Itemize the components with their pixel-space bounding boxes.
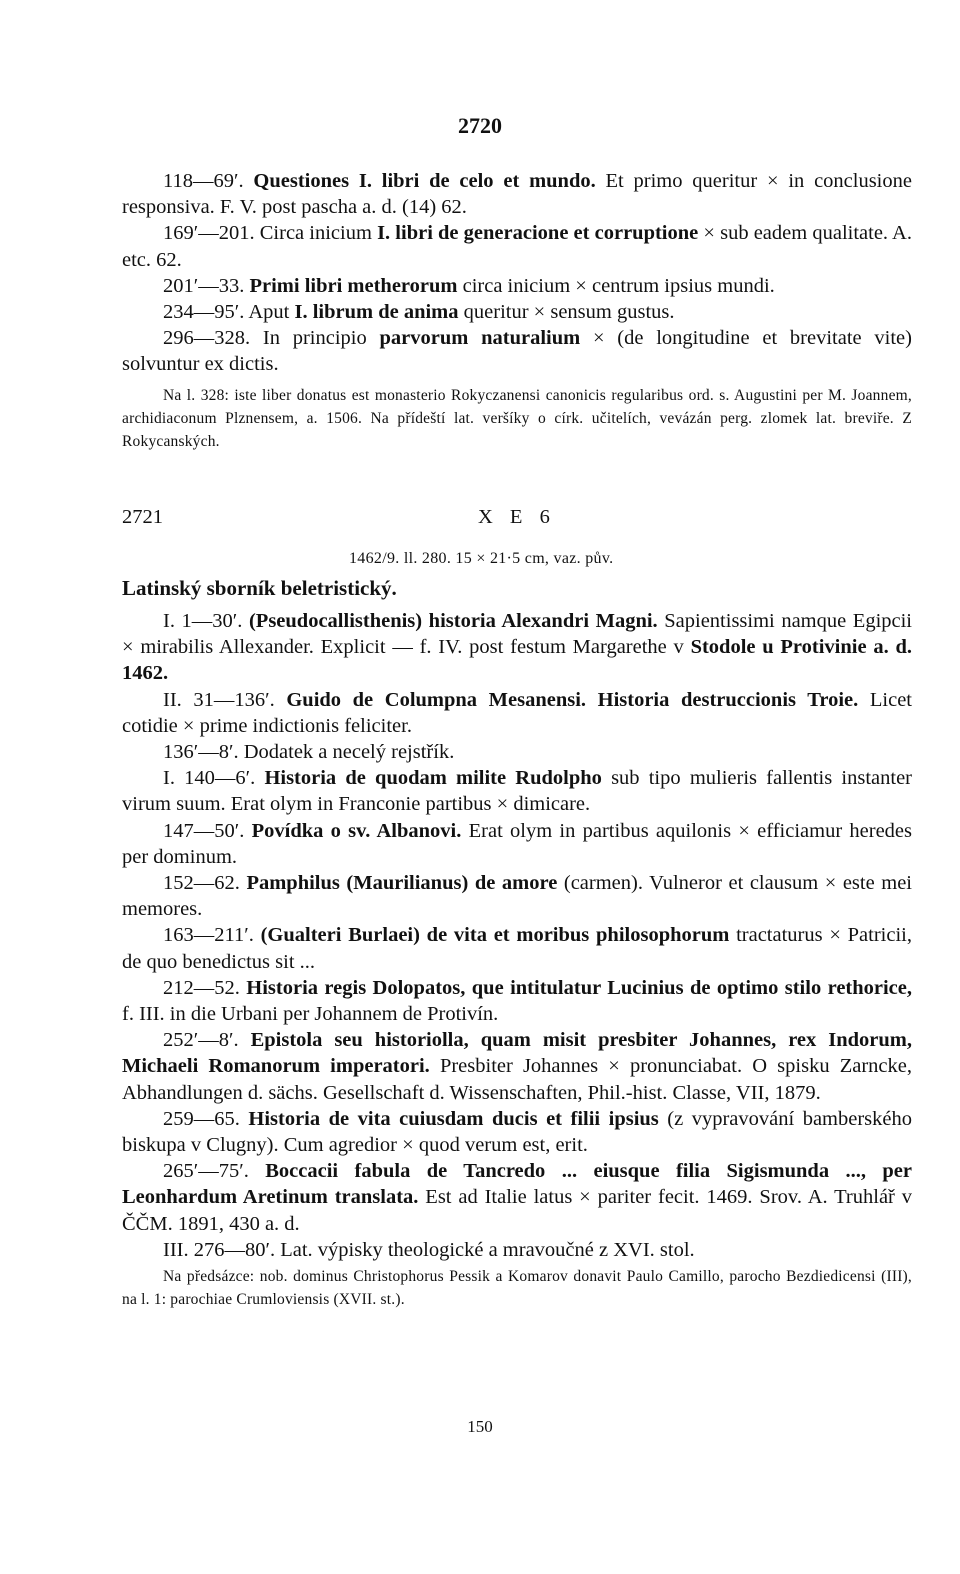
physical-description: 1462/9. ll. 280. 15 × 21·5 cm, vaz. pův.: [349, 550, 614, 567]
item-title-text: Historia regis Dolopatos, que intitulatur Lucinius de optimo stilo rethorice,: [246, 976, 913, 999]
page-number: 2720: [458, 113, 502, 138]
item-text: f. III. in die Urbani per Johannem de Protivín.: [122, 1003, 499, 1026]
item-text: 234—95′. Aput: [163, 301, 295, 324]
entry-2720-note: Na l. 328: iste liber donatus est monasterio Rokyczanensi canonicis regularibus ord. s. Augustini per M. Joannem, archidiaconum Plznensem, a. 1506. Na přídeští lat. veršíky o círk. učitelích, vevázán perg. zlomek lat. breviře. Z Rokycanských.: [122, 386, 912, 450]
item-text: (z vypravování bamberského biskupa v Clugny). Cum agredior × quod verum est, erit.: [122, 1107, 912, 1157]
catalog-item: [122, 818, 912, 870]
catalog-item: [122, 1158, 912, 1237]
catalog-item: [122, 273, 912, 299]
catalog-item: [122, 220, 912, 272]
item-text: Et primo queritur × in conclusione responsiva. F. V. post pascha a. d. (14) 62.: [122, 170, 912, 219]
item-title-text: Primi libri metherorum: [249, 274, 458, 297]
entry-2720-items: [122, 168, 912, 378]
entry-2721-items: [122, 608, 912, 1263]
item-text: sub tipo mulieris fallentis instanter virum suum. Erat olym in Franconie partibus × dimicare.: [122, 767, 912, 816]
item-text: 152—62.: [163, 872, 247, 895]
item-text: II. 31—136′.: [163, 688, 287, 711]
item-title-text: Boccacii fabula de Tancredo ... eiusque filia Sigismunda ..., per Leonhardum Aretinum translata.: [122, 1160, 912, 1209]
item-title-text: (Pseudocallisthenis) historia Alexandri Magni.: [248, 610, 658, 632]
catalog-item: [122, 870, 912, 922]
entry-2721-contents: [122, 608, 912, 1311]
item-text: 212—52.: [163, 976, 247, 999]
catalog-item: [122, 739, 912, 765]
item-text: Est ad Italie latus × pariter fecit. 1469. Srov. A. Truhlář v ČČM. 1891, 430 a. d.: [122, 1186, 913, 1235]
item-title-text: Questiones I. libri de celo et mundo.: [253, 170, 596, 192]
item-text: 201′—33.: [163, 274, 250, 297]
item-text: 265′—75′.: [163, 1160, 266, 1183]
item-text: 169′—201. Circa inicium: [163, 222, 378, 245]
item-title-text: Stodole u Protivinie a. d. 1462.: [122, 636, 913, 685]
item-text: 163—211′.: [163, 924, 261, 947]
item-title-text: I. libri de generacione et corruptione: [377, 222, 699, 245]
entry-number: 2721: [122, 506, 163, 528]
entry-2721-note: Na předsázce: nob. dominus Christophorus Pessik a Komarov donavit Paulo Camillo, parocho Bezdiedicensi (III), na l. 1: parochiae Crumloviensis (XVII. st.).: [122, 1268, 912, 1309]
item-title-text: Historia de quodam milite Rudolpho: [264, 767, 602, 790]
catalog-item: [122, 299, 912, 325]
item-text: Presbiter Johannes × pronunciabat. O spisku Zarncke, Abhandlungen d. sächs. Gesellschaft d. Wissenschaften, Phil.-hist. Classe, VII, 1879.: [122, 1055, 912, 1104]
item-title-text: I. librum de anima: [294, 301, 459, 324]
item-title-text: parvorum naturalium: [379, 327, 581, 350]
item-text: 118—69′.: [163, 170, 254, 192]
item-title-text: Pamphilus (Maurilianus) de amore: [246, 872, 558, 895]
catalog-item: [122, 608, 912, 687]
item-text: 259—65.: [163, 1107, 249, 1130]
item-text: 147—50′.: [163, 819, 252, 842]
entry-title: Latinský sborník beletristický.: [122, 576, 397, 600]
item-text: I. 1—30′.: [163, 610, 249, 632]
catalog-item: [122, 687, 912, 739]
entry-2720-continuation: [122, 168, 912, 453]
item-title-text: Guido de Columpna Mesanensi. Historia destruccionis Troie.: [286, 688, 859, 711]
item-title-text: Povídka o sv. Albanovi.: [251, 819, 462, 842]
catalog-item: [122, 1027, 912, 1106]
item-text: Erat olym in partibus aquilonis × efficiamur heredes per dominum.: [122, 819, 913, 868]
catalog-item: [122, 168, 912, 220]
item-text: 136′—8′. Dodatek a necelý rejstřík.: [163, 741, 455, 764]
item-text: queritur × sensum gustus.: [458, 301, 675, 324]
item-text: Sapientissimi namque Egipcii × mirabilis Allexander. Explicit — f. IV. post festum Margarethe v: [122, 610, 913, 659]
item-text: 296—328. In principio: [163, 327, 380, 350]
entry-header: [122, 506, 912, 536]
item-title-text: Historia de vita cuiusdam ducis et filii ipsius: [248, 1107, 659, 1130]
catalog-item: [122, 922, 912, 974]
catalog-item: [122, 765, 912, 817]
item-text: I. 140—6′.: [163, 767, 265, 790]
item-title-text: Epistola seu historiolla, quam misit presbiter Johannes, rex Indorum, Michaeli Romanorum imperatori.: [122, 1029, 912, 1078]
item-text: 252′—8′.: [163, 1029, 251, 1052]
item-text: circa inicium × centrum ipsius mundi.: [457, 274, 775, 297]
folio-number: 150: [467, 1417, 493, 1436]
item-text: (carmen). Vulneror et clausum × este mei memores.: [122, 872, 913, 921]
item-text: Licet cotidie × prime indictionis feliciter.: [122, 688, 912, 737]
item-text: III. 276—80′. Lat. výpisky theologické a mravoučné z XVI. stol.: [163, 1238, 695, 1261]
catalog-item: [122, 1106, 912, 1158]
catalog-item: [122, 1237, 912, 1263]
item-text: tractaturus × Patricii, de quo benedictus sit ...: [122, 924, 912, 973]
item-text: × (de longitudine et brevitate vite) solvuntur ex dictis.: [122, 327, 912, 376]
item-title-text: (Gualteri Burlaei) de vita et moribus philosophorum: [260, 924, 730, 947]
catalog-item: [122, 975, 912, 1027]
item-text: × sub eadem qualitate. A. etc. 62.: [122, 222, 912, 271]
shelfmark: X E 6: [478, 506, 556, 528]
catalog-item: [122, 325, 912, 377]
